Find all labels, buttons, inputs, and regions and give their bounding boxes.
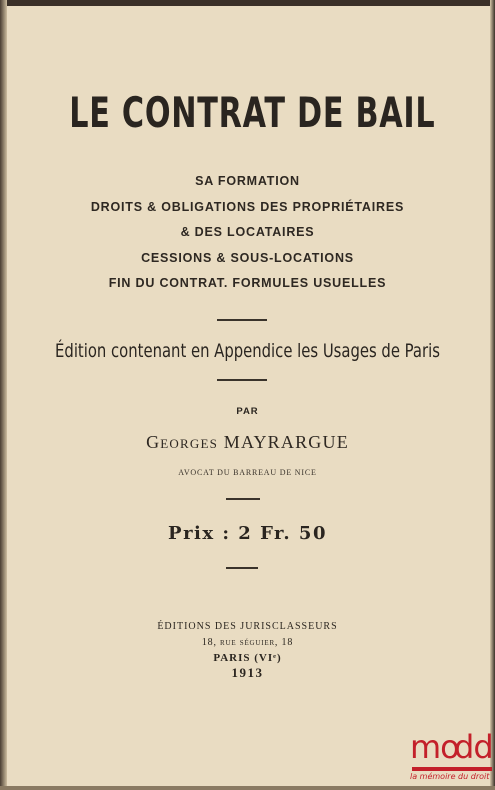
publisher-name: ÉDITIONS DES JURISCLASSEURS bbox=[157, 621, 338, 632]
author-name: Georges MAYRARGUE bbox=[146, 432, 349, 452]
logo-letters-right: dd bbox=[454, 728, 493, 766]
price: Prix : 2 Fr. 50 bbox=[168, 523, 327, 544]
logo-underline bbox=[412, 767, 492, 771]
divider-rule bbox=[226, 498, 260, 500]
book-title: LE CONTRAT DE BAIL bbox=[69, 88, 436, 137]
divider-rule bbox=[217, 379, 267, 381]
mdd-watermark-logo bbox=[410, 729, 494, 787]
publisher-city: PARIS (VIᵉ) bbox=[213, 652, 282, 664]
subtitle-line-3: & DES LOCATAIRES bbox=[180, 225, 315, 239]
page-top-edge bbox=[0, 0, 495, 6]
publisher-address: 18, rue séguier, 18 bbox=[201, 637, 294, 648]
subtitle-line-4: CESSIONS & SOUS-LOCATIONS bbox=[141, 251, 354, 265]
logo-letters-left: mo bbox=[410, 728, 459, 766]
subtitle-line-2: DROITS & OBLIGATIONS DES PROPRIÉTAIRES bbox=[90, 200, 405, 214]
edition-note: Édition contenant en Appendice les Usages de Paris bbox=[55, 340, 440, 362]
by-label: PAR bbox=[236, 406, 259, 417]
publication-year: 1913 bbox=[231, 665, 264, 680]
author-title: AVOCAT DU BARREAU DE NICE bbox=[178, 468, 317, 477]
subtitle-line-1: SA FORMATION bbox=[195, 174, 300, 188]
divider-rule bbox=[217, 319, 267, 321]
subtitle-line-5: FIN DU CONTRAT. FORMULES USUELLES bbox=[108, 276, 387, 290]
logo-tagline: la mémoire du droit bbox=[410, 772, 490, 781]
divider-rule bbox=[226, 567, 258, 569]
